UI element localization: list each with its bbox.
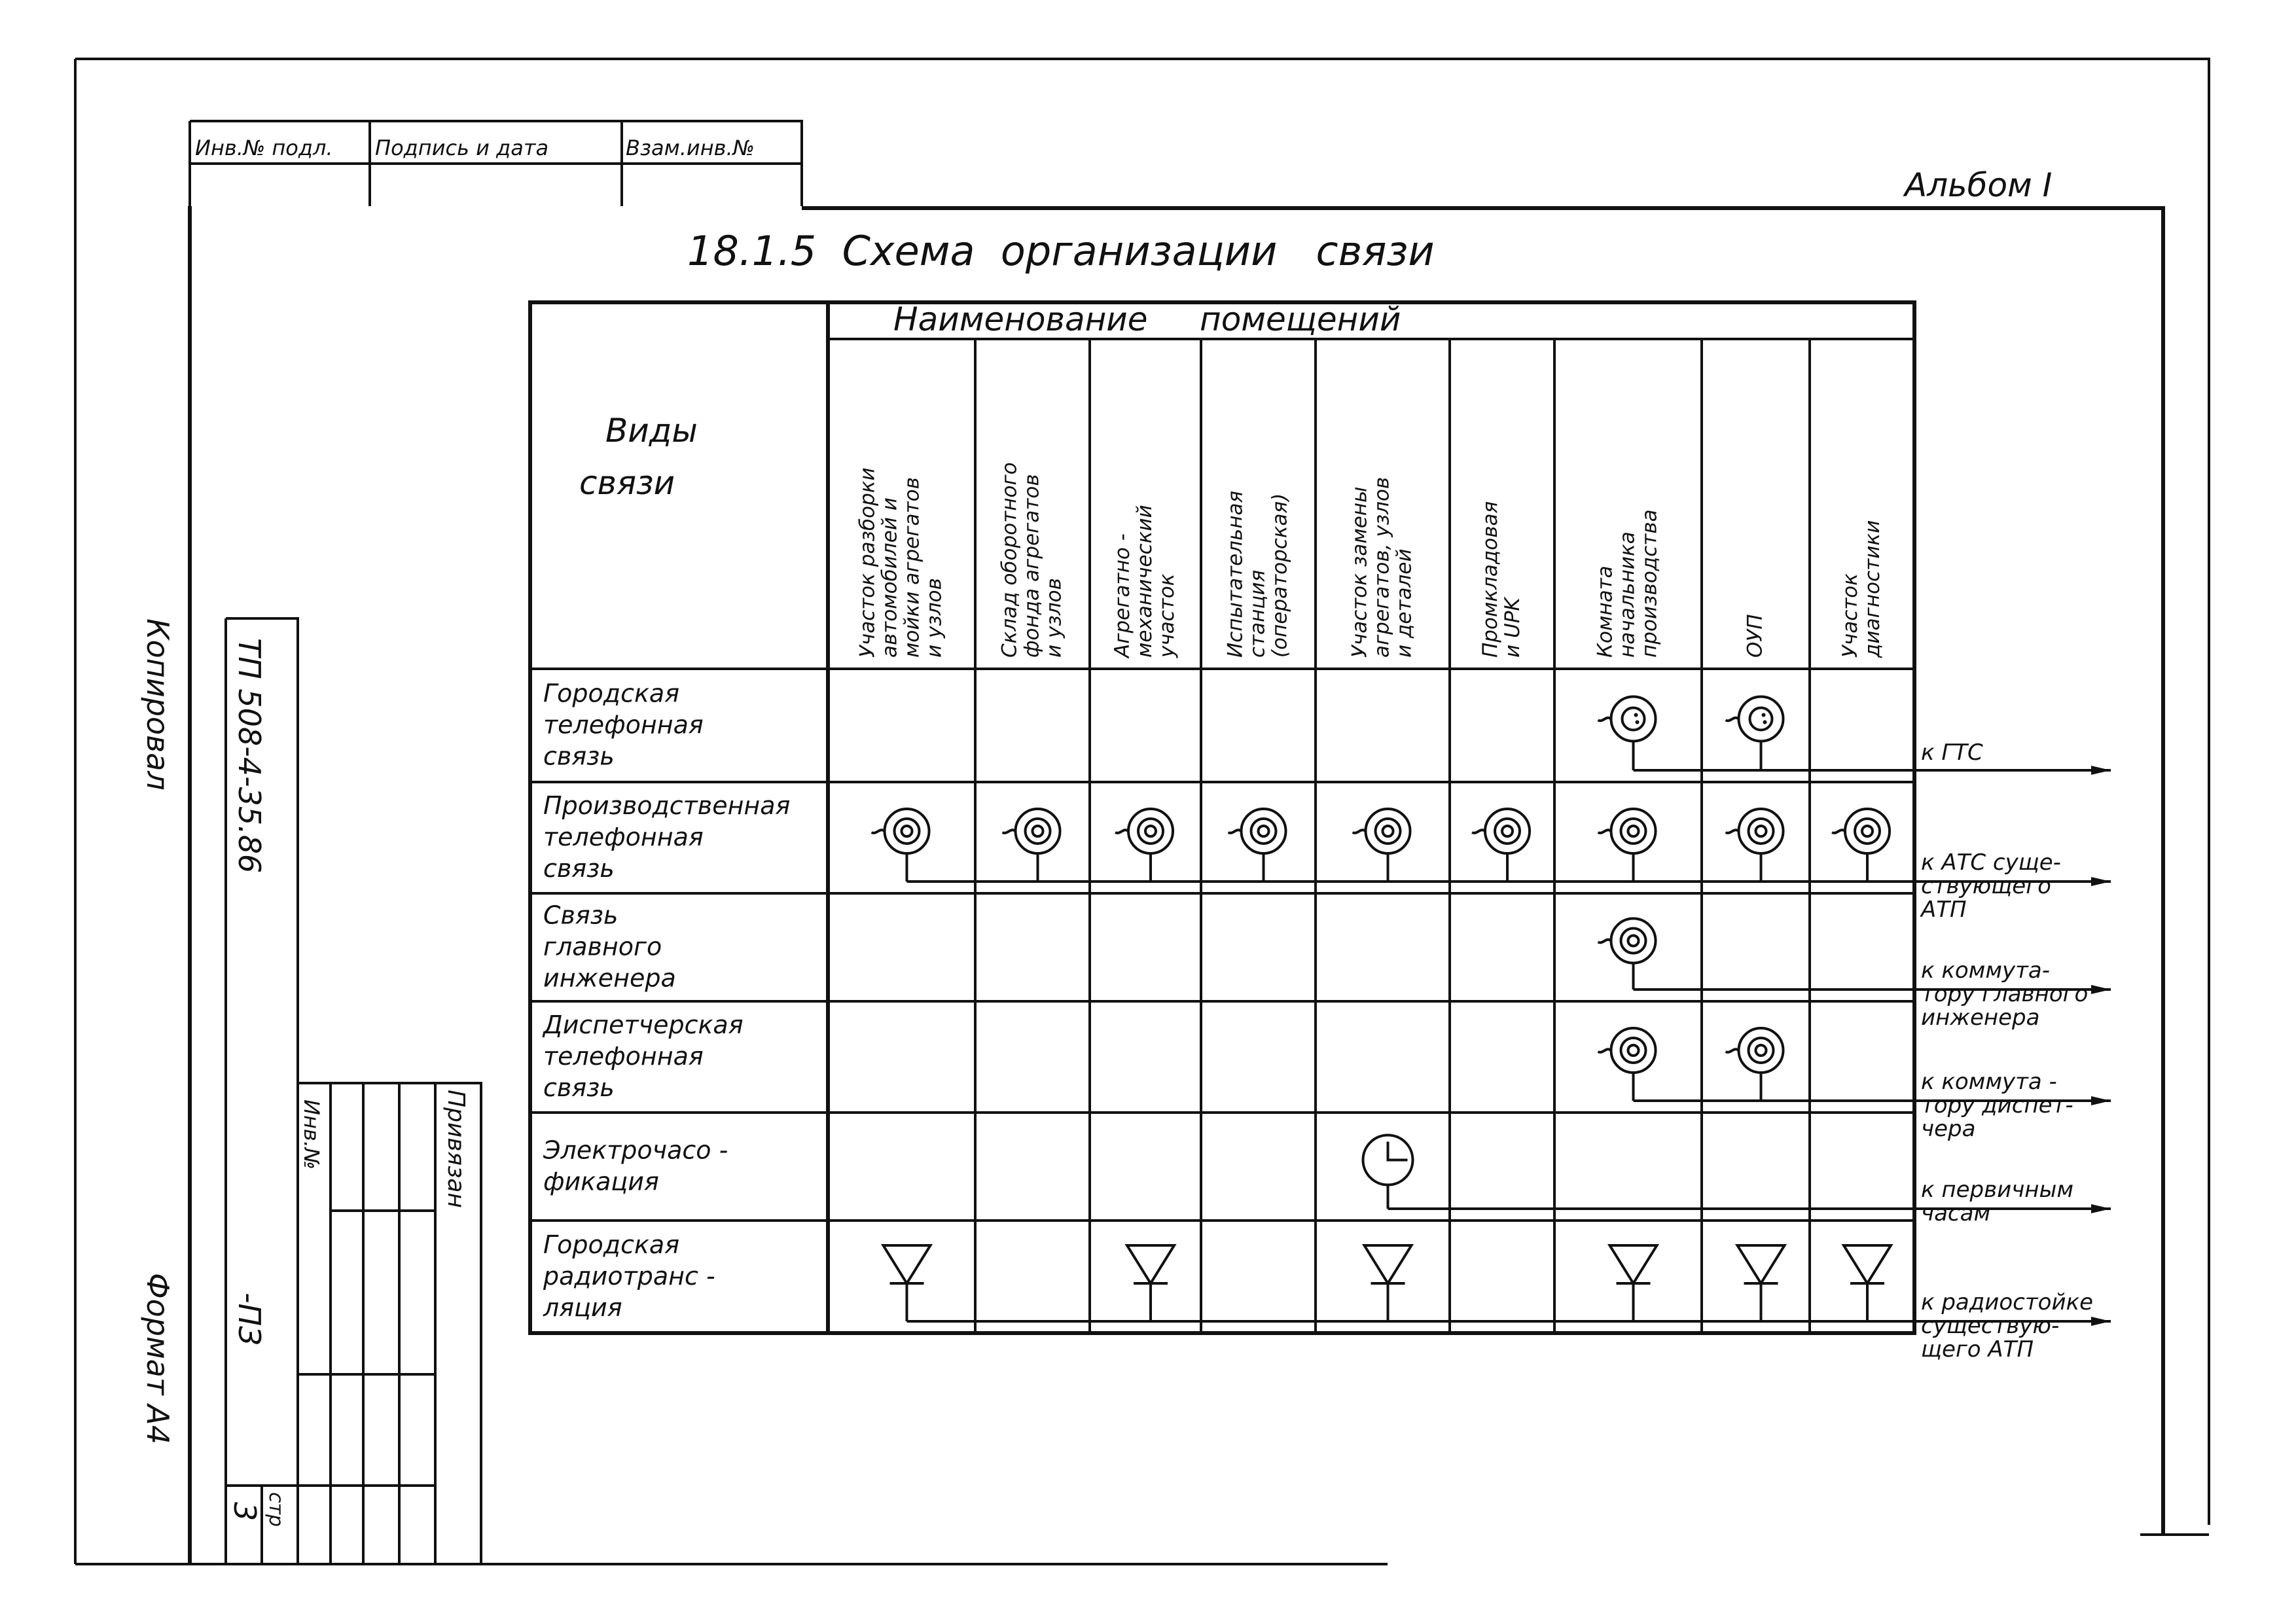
column-header-line: Участок [1839, 573, 1862, 658]
column-header-line: производства [1638, 509, 1662, 658]
phone-dial-dot [1763, 721, 1767, 724]
column-header-line: диагностики [1861, 520, 1884, 658]
arrow-label-line: к коммута- [1921, 957, 2051, 984]
arrow-label-line: существую- [1921, 1313, 2060, 1339]
album-label: Альбом I [1905, 166, 2053, 204]
column-header-line: начальника [1615, 531, 1640, 658]
row-label-line: Городская [543, 679, 680, 708]
column-header-line: Испытательная [1223, 490, 1247, 658]
rooms-header: Наименование помещений [893, 300, 1401, 338]
row-label-line: Электрочасо - [543, 1135, 728, 1165]
row-label-line: ляция [543, 1293, 622, 1322]
format-label: Формат А4 [140, 1273, 175, 1444]
arrow-label-line: часам [1921, 1200, 1991, 1226]
row-label-line: связь [543, 741, 615, 771]
row-label-line: Связь [543, 901, 619, 930]
column-header-line: и узлов [1042, 578, 1066, 658]
phone-dial-dot [1636, 721, 1640, 724]
row-label-line: связь [543, 854, 615, 883]
copied-label: Копировал [140, 618, 175, 791]
page-title: 18.1.5 Схема организации связи [687, 227, 1435, 275]
doc-suffix: -ПЗ [232, 1293, 267, 1346]
column-header-line: ОУП [1743, 614, 1767, 658]
row-label-line: фикация [543, 1167, 659, 1196]
column-header-line: агрегатов, узлов [1370, 476, 1394, 658]
arrow-label-line: к АТС суще- [1921, 849, 2061, 876]
arrow-label-line: тору главного [1921, 981, 2089, 1007]
arrow-label-line: инженера [1921, 1005, 2040, 1031]
column-header-line: Промкладовая [1479, 501, 1502, 658]
arrow-label-line: к ГТС [1921, 740, 1983, 766]
arrow-label-line: тору диспет- [1921, 1092, 2073, 1118]
row-label-line: телефонная [543, 823, 704, 851]
stamp-cell-inv: Инв.№ подл. [195, 135, 333, 160]
column-header-line: фонда агрегатов [1020, 474, 1044, 658]
row-label-line: инженера [543, 963, 676, 993]
column-header-line: участок [1155, 573, 1179, 658]
phone-dial-dot [1762, 713, 1766, 717]
arrow-label-line: к коммута - [1921, 1069, 2057, 1095]
row-label-line: радиотранс - [543, 1262, 715, 1291]
column-header-line: и UPK [1501, 597, 1524, 658]
row-label-line: Городская [543, 1230, 680, 1259]
arrow-label-line: чера [1921, 1116, 1976, 1142]
doc-code: ТП 508-4-35.86 [232, 638, 267, 874]
column-header-line: Участок замены [1348, 486, 1372, 658]
row-label-line: телефонная [543, 1042, 704, 1071]
column-header-line: Комната [1593, 565, 1617, 658]
column-header-line: Склад оборотного [997, 462, 1022, 658]
column-header-line: и деталей [1392, 548, 1416, 658]
arrow-label-line: щего АТП [1921, 1336, 2034, 1363]
column-header-line: (операторская) [1268, 493, 1292, 658]
row-label-line: телефонная [543, 710, 704, 740]
column-header-line: станция [1246, 569, 1270, 658]
arrow-label-line: к первичным [1921, 1177, 2074, 1203]
row-label-line: Производственная [543, 791, 791, 820]
attached-label: Привязан [442, 1090, 469, 1208]
column-header-line: мойки агрегатов [900, 477, 924, 658]
phone-dial-dot [1634, 713, 1638, 717]
arrow-label-line: ствующего [1921, 873, 2051, 899]
corner-header-line-1: Виды [605, 412, 698, 450]
stamp-cell-replace: Взам.инв.№ [626, 135, 755, 160]
row-label-line: главного [543, 932, 662, 961]
page-number: 3 [227, 1502, 262, 1522]
column-header-line: и узлов [922, 578, 946, 658]
column-header-line: Агрегатно - [1111, 533, 1134, 658]
column-header-line: автомобилей и [878, 497, 902, 658]
arrow-label-line: к радиостойке [1921, 1289, 2094, 1315]
row-label-line: связь [543, 1073, 615, 1102]
page-label: стр [264, 1492, 287, 1527]
row-label-line: Диспетчерская [543, 1010, 744, 1039]
stamp-cell-signature: Подпись и дата [375, 135, 549, 160]
arrow-label-line: АТП [1921, 897, 1967, 923]
column-header-line: механический [1133, 505, 1157, 658]
inv-label: Инв.№ [299, 1099, 324, 1170]
corner-header-line-2: связи [579, 464, 675, 502]
column-header-line: Участок разборки [855, 467, 880, 658]
